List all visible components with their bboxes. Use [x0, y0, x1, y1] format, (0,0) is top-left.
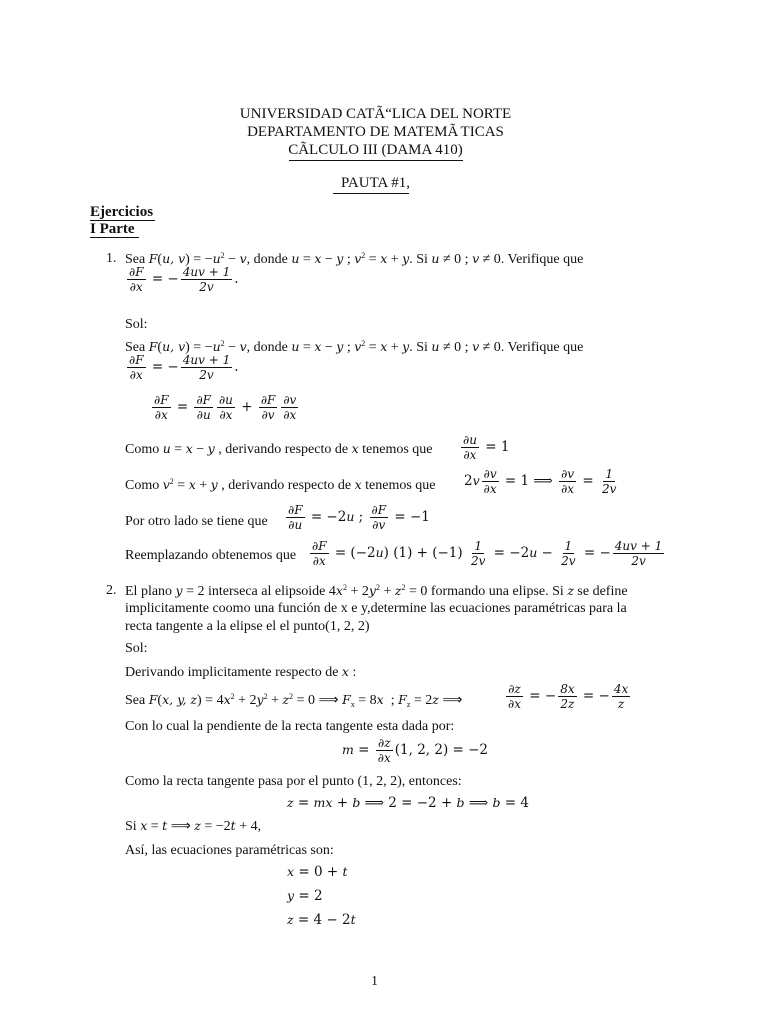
course-underline	[289, 160, 463, 161]
page-number: 1	[371, 974, 378, 989]
problem2-pendiente-eq: m = $\frac{\partial z}{\partial x}$ (1, 2, 2) = −2	[342, 736, 489, 765]
problem2-dz-dx: $\frac{\partial z}{\partial x}$ = − $\frac{8x}{2z}$ = − $\frac{4x}{z}$	[508, 682, 629, 711]
problem1-restated-formula: $\frac{\partial F}{\partial x}$ = − $\frac{4uv + 1}{2v}$ .	[129, 353, 239, 382]
problem2-number: 2.	[106, 583, 117, 598]
problem2-deriv-intro: Derivando implicitamente respecto de x :	[125, 664, 357, 680]
step2-text: Como $v^2 = x + y$ , derivando respecto de x tenemos que	[125, 477, 436, 493]
department-name: DEPARTAMENTO DE MATEMÃ TICAS	[247, 124, 504, 140]
problem1-target-formula: $\frac{\partial F}{\partial x}$ = − $\frac{4uv + 1}{2v}$ .	[129, 265, 239, 294]
problem1-restatement: Sea F(u, $v) = -u^2 - v$, donde u = x − y ; $v^2 = x + y$. Si u ≠ 0 ; v ≠ 0. Verifique que	[125, 339, 584, 355]
step4-result: $\frac{\partial F}{\partial x}$ = (−2u) (1) + (−1) $\frac{1}{2v}$ = −2u − $\frac{1}{2v}$ = − $\frac{4uv + 1}{2v}$	[312, 539, 663, 568]
problem2-punto-text: Como la recta tangente pasa por el punto (1, 2, 2), entonces:	[125, 774, 462, 789]
parametric-eq-z: z = 4 − 2t	[287, 912, 356, 928]
course-name: CÃLCULO III (DAMA 410)	[288, 142, 463, 158]
chain-rule-formula: $\frac{\partial F}{\partial x}$ = $\frac{\partial F}{\partial u}$ $\frac{\partial u}{\partial x}$ + $\frac{\partial F}{\partial v}$ $\frac{\partial v}{\partial x}$	[154, 393, 297, 422]
step2-result: 2v $\frac{\partial v}{\partial x}$ = 1 ⟹ $\frac{\partial v}{\partial x}$ = $\frac{1}{2v}$	[464, 467, 617, 496]
parametric-eq-y: y = 2	[287, 888, 323, 904]
problem2-punto-eq: z = mx + b ⟹ 2 = −2 + b ⟹ b = 4	[287, 795, 529, 811]
pauta-title: PAUTA #1,	[340, 175, 411, 191]
problem2-sol-label: Sol:	[125, 641, 148, 656]
problem2-pendiente-text: Con lo cual la pendiente de la recta tangente esta dada por:	[125, 719, 455, 734]
problem2-line1: El plano y = 2 interseca al elipsoide $4x^2 + 2y^2 + z^2 = 0$ formando una elipse. Si z se define	[125, 583, 628, 599]
step1-text: Como u = x − y , derivando respecto de x tenemos que	[125, 441, 433, 457]
problem2-line3: recta tangente a la elipse el el punto(1, 2, 2)	[125, 619, 370, 634]
problem2-sea-line: Sea F(x, y, $z) = 4x^2 + 2y^2 + z^2 = 0$ ⟹ $F_x = 8x$ ; $F_z = 2z$ ⟹	[125, 692, 463, 709]
step1-result: $\frac{\partial u}{\partial x}$ = 1	[463, 433, 510, 462]
problem1-number: 1.	[106, 251, 117, 266]
step3-result: $\frac{\partial F}{\partial u}$ = −2u ; $\frac{\partial F}{\partial v}$ = −1	[288, 503, 430, 532]
pauta-underline	[333, 193, 409, 194]
section-parte: I Parte	[90, 221, 135, 237]
section-ejercicios: Ejercicios	[90, 204, 154, 220]
step4-text: Reemplazando obtenemos que	[125, 548, 297, 563]
parametric-eq-x: x = 0 + t	[287, 864, 348, 880]
problem2-asi-text: Así, las ecuaciones paramétricas son:	[125, 843, 334, 858]
problem2-si-text: Si x = t ⟹ z = −2t + 4,	[125, 818, 262, 834]
problem1-statement: Sea F(u, $v) = -u^2 - v$, donde u = x − y ; $v^2 = x + y$. Si u ≠ 0 ; v ≠ 0. Verifique que	[125, 251, 584, 267]
step3-text: Por otro lado se tiene que	[125, 514, 268, 529]
problem1-sol-label: Sol:	[125, 317, 148, 332]
parte-underline	[90, 237, 139, 238]
problem2-line2: implicitamente coomo una función de x e y,determine las ecuaciones paramétricas para la	[125, 601, 627, 616]
university-name: UNIVERSIDAD CATÃ“LICA DEL NORTE	[239, 106, 512, 122]
